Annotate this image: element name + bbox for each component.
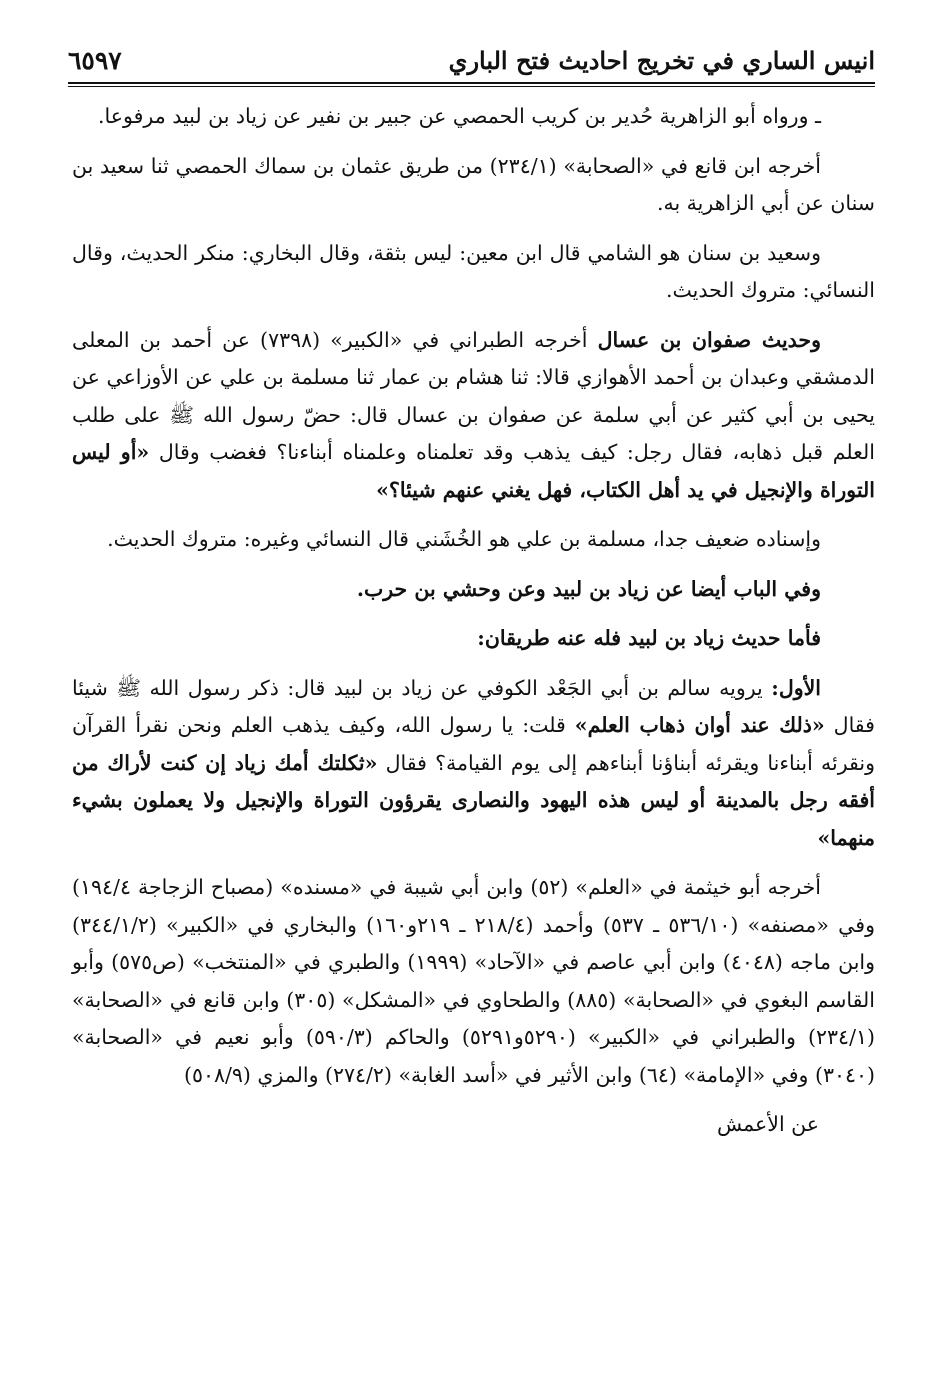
page-number: ٦٥٩٧ [68,45,122,75]
paragraph-4 [72,322,875,510]
paragraph-8-text-2: قلت: يا رسول الله، وكيف يذهب العلم ونحن نقرأ القرآن ونقرئه أبناءنا ويقرئه أبناؤنا أبناءهم إلى يوم القيامة؟ فقال [72,713,875,775]
hadith-quote-1: «ذلك عند أوان ذهاب العلم» [574,713,825,737]
running-header [68,38,875,84]
hadith-quote: «أو ليس التوراة والإنجيل في يد أهل الكتاب، فهل يغني عنهم شيئا؟» [72,440,875,502]
hadith-heading: وحديث صفوان بن عسال [597,327,821,352]
paragraph-5: وإسناده ضعيف جدا، مسلمة بن علي هو الخُشَني قال النسائي وغيره: متروك الحديث. [107,527,821,551]
paragraph-10: عن الأعمش [717,1112,819,1136]
paragraph-8 [72,670,875,858]
section-heading-1: وفي الباب أيضا عن زياد بن لبيد وعن وحشي بن حرب. [356,576,821,601]
paragraph-1: ـ ورواه أبو الزاهرية حُدير بن كريب الحمصي عن جبير بن نفير عن زياد بن لبيد مرفوعا. [98,104,821,128]
hadith-quote-2: «ثكلتك أمك زياد إن كنت لأراك من أفقه رجل بالمدينة أو ليس هذه اليهود والنصارى يقرؤون التوراة والإنجيل ولا يعملون بشيء منهما» [72,750,875,850]
header-divider [68,86,875,87]
section-heading-2: فأما حديث زياد بن لبيد فله عنه طريقان: [477,626,821,650]
page-body [72,98,875,1156]
book-title: انيس الساري في تخريج احاديث فتح الباري [448,45,875,75]
paragraph-3: وسعيد بن سنان هو الشامي قال ابن معين: ليس بثقة، وقال البخاري: منكر الحديث، وقال النسائي: متروك الحديث. [72,240,875,302]
first-route-label: الأول: [771,675,821,700]
paragraph-9: أخرجه أبو خيثمة في «العلم» (٥٢) وابن أبي شيبة في «مسنده» (مصباح الزجاجة ١٩٤/٤) وفي «مصنفه» (٥٣٦/١٠ ـ ٥٣٧) وأحمد (٢١٨/٤ ـ ٢١٩و١٦٠) والبخاري في «الكبير» (٣٤٤/١/٢) وابن ماجه (٤٠٤٨) وابن أبي عاصم في «الآحاد» (١٩٩٩) والطبري في «المنتخب» (ص٥٧٥) وأبو القاسم البغوي في «الصحابة» (٨٨٥) والطحاوي في «المشكل» (٣٠٥) وابن قانع في «الصحابة» (٢٣٤/١) والطبراني في «الكبير» (٥٢٩٠و٥٢٩١) والحاكم (٥٩٠/٣) وأبو نعيم في «الصحابة» (٣٠٤٠) وفي «الإمامة» (٦٤) وابن الأثير في «أسد الغابة» (٢٧٤/٢) والمزي (٥٠٨/٩) [72,875,876,1087]
paragraph-2: أخرجه ابن قانع في «الصحابة» (٢٣٤/١) من طريق عثمان بن سماك الحمصي ثنا سعيد بن سنان عن أبي الزاهرية به. [72,153,875,215]
paragraph-8-text-1: يرويه سالم بن أبي الجَعْد الكوفي عن زياد بن لبيد قال: ذكر رسول الله ﷺ شيئا فقال [72,675,875,737]
paragraph-4-text: أخرجه الطبراني في «الكبير» (٧٣٩٨) عن أحمد بن المعلى الدمشقي وعبدان بن أحمد الأهوازي قالا: ثنا هشام بن عمار ثنا مسلمة بن علي عن الأوزاعي عن يحيى بن أبي كثير عن أبي سلمة عن صفوان بن عسال قال: حضّ رسول الله ﷺ على طلب العلم قبل ذهابه، فقال رجل: كيف يذهب وقد تعلمناه وعلمناه أبناءنا؟ فغضب وقال [72,327,875,464]
